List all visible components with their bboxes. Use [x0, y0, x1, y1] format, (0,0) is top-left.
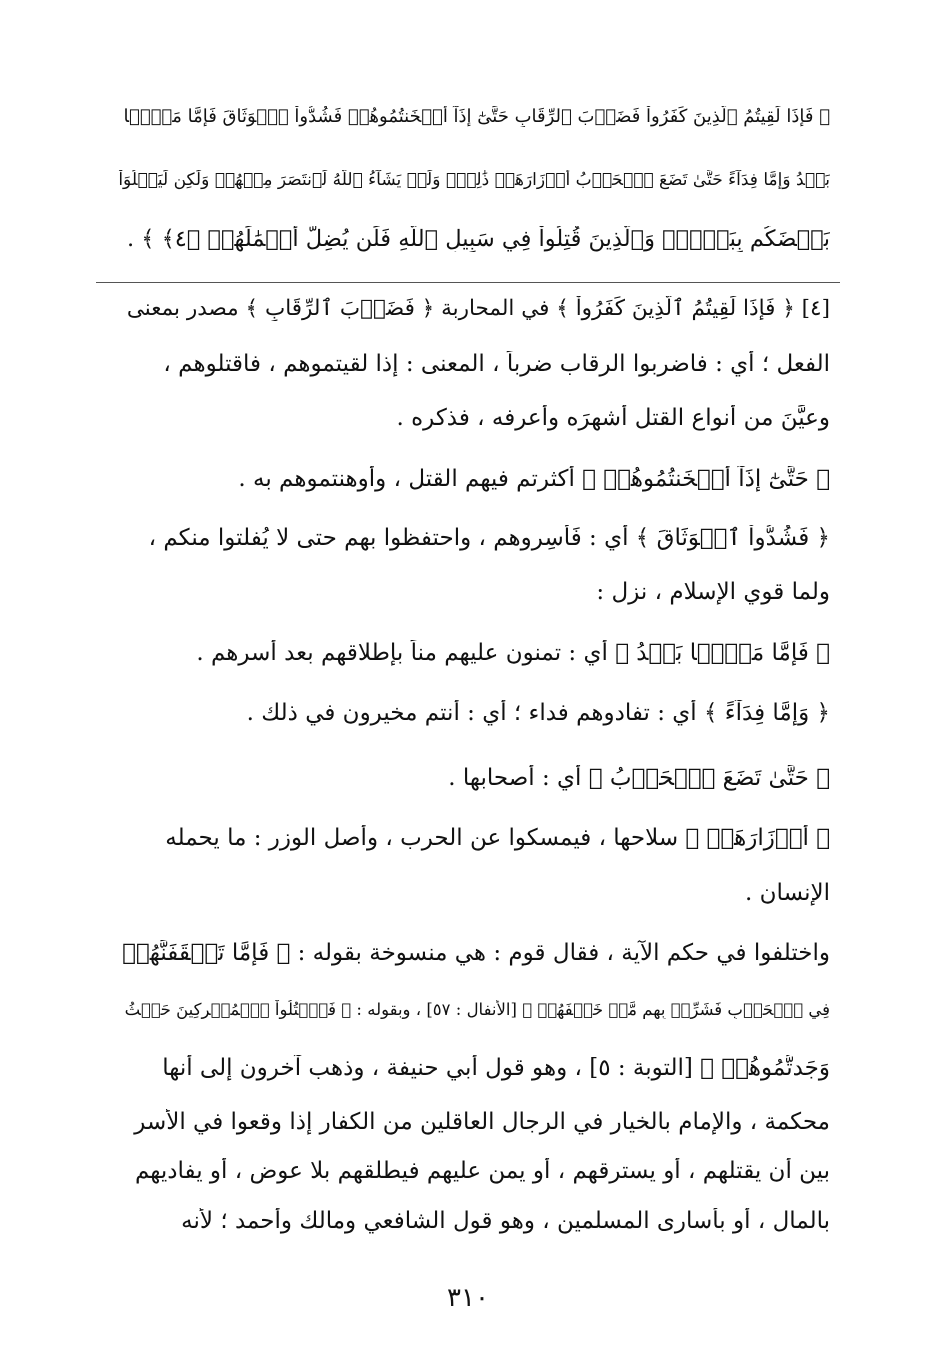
commentary-line-16: بين أن يقتلهم ، أو يسترقهم ، أو يمن عليهم فيطلقهم بلا عوض ، أو يفاديهم [135, 1158, 830, 1184]
section-divider [96, 282, 840, 283]
commentary-line-10: ﴿ أَوۡزَارَهَاۚ ﴾ سلاحها ، فيمسكوا عن الحرب ، وأصل الوزر : ما يحمله [165, 825, 830, 851]
commentary-line-1: [٤] ﴿ فَإِذَا لَقِيتُمُ ٱلَّذِينَ كَفَرُواْ ﴾ في المحاربة ﴿ فَضَرۡبَ ٱلرِّقَابِ ﴾ مصدر بمعنى [126, 296, 830, 321]
commentary-line-4: ﴿ حَتَّىٰٓ إِذَآ أَثۡخَنتُمُوهُمۡ ﴾ أكثرتم فيهم القتل ، وأوهنتموهم به . [238, 466, 830, 492]
commentary-line-17: بالمال ، أو بأسارى المسلمين ، وهو قول الشافعي ومالك وأحمد ؛ لأنه [181, 1208, 830, 1234]
commentary-line-11: الإنسان . [745, 880, 830, 906]
commentary-line-6: ولما قوي الإسلام ، نزل : [596, 579, 830, 605]
verse-line-2: بَعۡدُ وَإِمَّا فِدَآءً حَتَّىٰ تَضَعَ ٱلۡحَرۡبُ أَوۡزَارَهَاۚ ذَٰلِكَۖ وَلَوۡ يَشَآءُ ٱللَّهُ لَٱنتَصَرَ مِنۡهُمۡ وَلَٰكِن لِّيَبۡلُوَاْ [118, 170, 830, 190]
commentary-line-2: الفعل ؛ أي : فاضربوا الرقاب ضرباً ، المعنى : إذا لقيتموهم ، فاقتلوهم ، [163, 351, 830, 377]
commentary-line-3: وعيَّنَ من أنواع القتل أشهرَه وأعرفه ، فذكره . [396, 405, 830, 431]
commentary-line-5: ﴿ فَشُدُّواْ ٱلۡوَثَاقَ ﴾ أي : فَأْسِروهم ، واحتفظوا بهم حتى لا يُفلتوا منكم ، [148, 525, 830, 551]
commentary-line-7: ﴿ فَإِمَّا مَنَّۢا بَعۡدُ ﴾ أي : تمنون عليهم مناً بإطلاقهم بعد أسرهم . [196, 640, 830, 666]
commentary-line-13: فِي ٱلۡحَرۡبِ فَشَرِّدۡ بِهِم مَّنۡ خَلۡفَهُمۡ ﴾ [الأنفال : ٥٧] ، وبقوله : ﴿ فَٱقۡتُلُواْ ٱلۡمُشۡرِكِينَ حَيۡثُ [124, 1000, 830, 1019]
verse-line-3: بَعۡضَكُم بِبَعۡضٖۗ وَٱلَّذِينَ قُتِلُواْ فِي سَبِيلِ ٱللَّهِ فَلَن يُضِلَّ أَعۡمَٰلَهُمۡ ﴿٤﴾ ﴾ . [126, 226, 830, 252]
verse-line-1: ﴿ فَإِذَا لَقِيتُمُ ٱلَّذِينَ كَفَرُواْ فَضَرۡبَ ٱلرِّقَابِ حَتَّىٰٓ إِذَآ أَثۡخَنتُمُوهُمۡ فَشُدُّواْ ٱلۡوَثَاقَ فَإِمَّا مَنَّۢا [123, 106, 830, 127]
commentary-line-8: ﴿ وَإِمَّا فِدَآءً ﴾ أي : تفادوهم فداء ؛ أي : أنتم مخيرون في ذلك . [246, 700, 830, 726]
commentary-line-12: واختلفوا في حكم الآية ، فقال قوم : هي منسوخة بقوله : ﴿ فَإِمَّا تَثۡقَفَنَّهُمۡ [122, 940, 830, 966]
commentary-line-15: محكمة ، والإمام بالخيار في الرجال العاقلين من الكفار إذا وقعوا في الأسر [134, 1109, 830, 1135]
commentary-line-9: ﴿ حَتَّىٰ تَضَعَ ٱلۡحَرۡبُ ﴾ أي : أصحابها . [448, 765, 830, 791]
commentary-line-14: وَجَدتُّمُوهُمۡ ﴾ [التوبة : ٥] ، وهو قول أبي حنيفة ، وذهب آخرون إلى أنها [162, 1055, 830, 1081]
page-number: ٣١٠ [447, 1283, 489, 1313]
